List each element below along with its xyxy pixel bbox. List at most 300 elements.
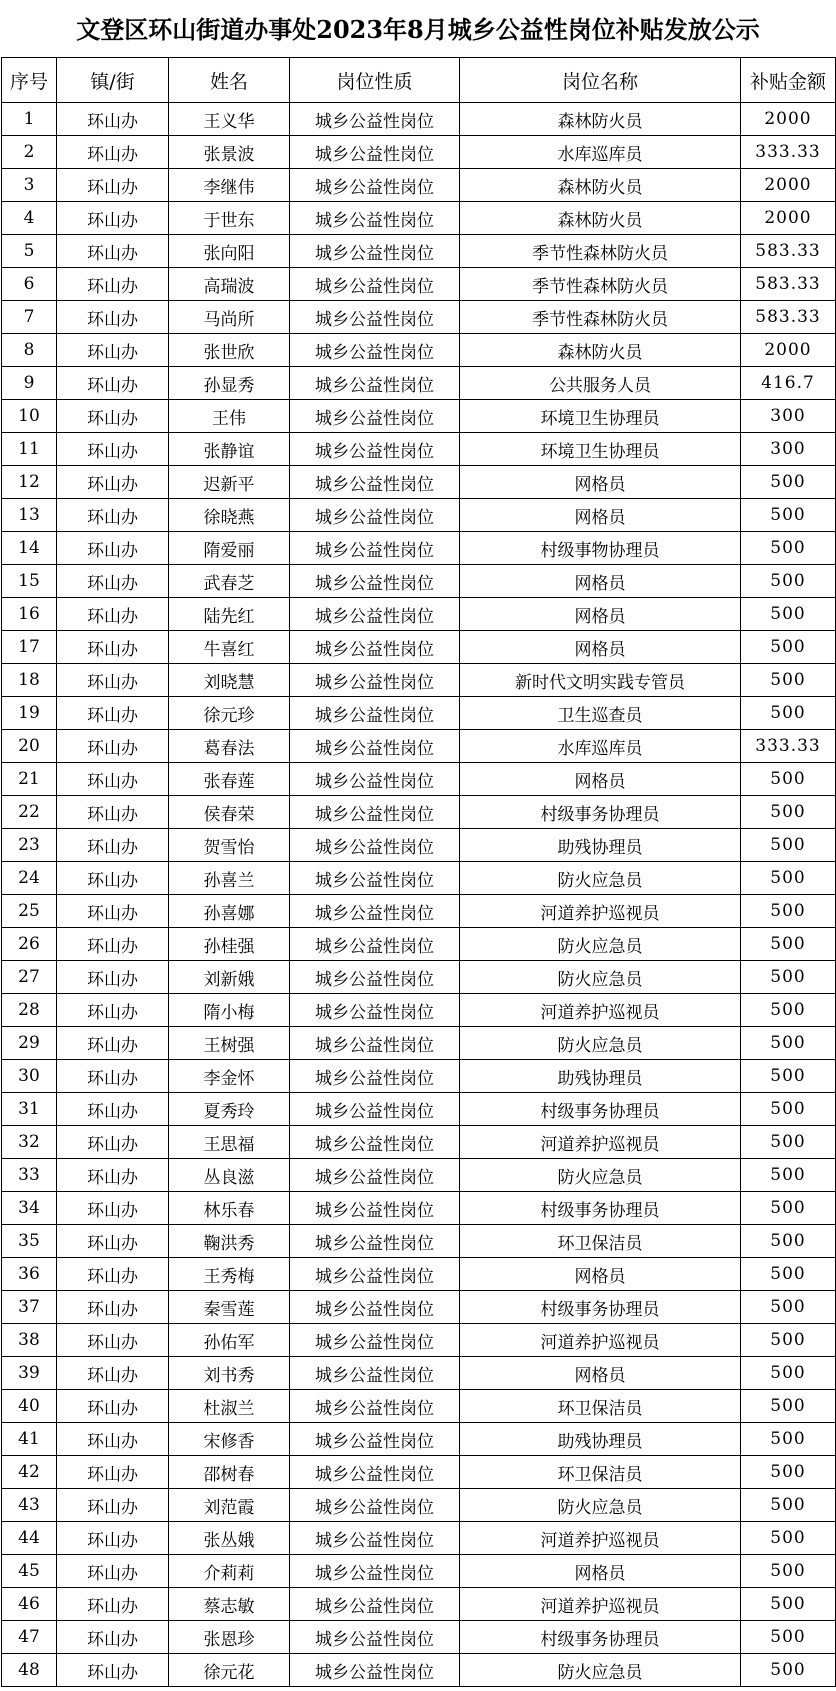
cell-amount: 500: [741, 1555, 836, 1588]
cell-post-name: 助残协理员: [460, 829, 741, 862]
cell-amount: 500: [741, 631, 836, 664]
cell-town: 环山办: [57, 1489, 169, 1522]
table-row: [2, 334, 836, 367]
table-row: [2, 1324, 836, 1357]
cell-amount: 500: [741, 697, 836, 730]
cell-name: 牛喜红: [169, 631, 290, 664]
cell-town: 环山办: [57, 1258, 169, 1291]
table-row: [2, 796, 836, 829]
table-row: [2, 136, 836, 169]
cell-index: 25: [2, 895, 57, 928]
cell-index: 10: [2, 400, 57, 433]
table-row: [2, 631, 836, 664]
cell-name: 刘晓慧: [169, 664, 290, 697]
header-amount: 补贴金额: [741, 58, 836, 103]
cell-index: 16: [2, 598, 57, 631]
cell-amount: 500: [741, 1621, 836, 1654]
cell-index: 2: [2, 136, 57, 169]
cell-town: 环山办: [57, 763, 169, 796]
cell-town: 环山办: [57, 136, 169, 169]
cell-town: 环山办: [57, 796, 169, 829]
table-row: [2, 1489, 836, 1522]
cell-amount: 2000: [741, 103, 836, 136]
table-row: [2, 433, 836, 466]
cell-town: 环山办: [57, 268, 169, 301]
cell-post-name: 季节性森林防火员: [460, 301, 741, 334]
cell-amount: 300: [741, 433, 836, 466]
cell-post-name: 水库巡库员: [460, 730, 741, 763]
table-row: [2, 1522, 836, 1555]
cell-name: 陆先红: [169, 598, 290, 631]
cell-index: 21: [2, 763, 57, 796]
cell-amount: 500: [741, 598, 836, 631]
cell-name: 刘新娥: [169, 961, 290, 994]
cell-post-type: 城乡公益性岗位: [290, 1225, 460, 1258]
cell-name: 杜淑兰: [169, 1390, 290, 1423]
cell-name: 王伟: [169, 400, 290, 433]
cell-name: 王树强: [169, 1027, 290, 1060]
cell-name: 高瑞波: [169, 268, 290, 301]
cell-town: 环山办: [57, 169, 169, 202]
cell-index: 7: [2, 301, 57, 334]
cell-post-type: 城乡公益性岗位: [290, 1357, 460, 1390]
header-post-name: 岗位名称: [460, 58, 741, 103]
cell-amount: 500: [741, 499, 836, 532]
cell-town: 环山办: [57, 697, 169, 730]
table-row: [2, 664, 836, 697]
table-row: [2, 1357, 836, 1390]
cell-amount: 500: [741, 664, 836, 697]
cell-amount: 583.33: [741, 301, 836, 334]
cell-post-type: 城乡公益性岗位: [290, 466, 460, 499]
table-row: [2, 301, 836, 334]
cell-index: 40: [2, 1390, 57, 1423]
cell-index: 15: [2, 565, 57, 598]
cell-name: 王秀梅: [169, 1258, 290, 1291]
table-row: [2, 169, 836, 202]
cell-post-type: 城乡公益性岗位: [290, 1324, 460, 1357]
cell-index: 20: [2, 730, 57, 763]
cell-post-name: 河道养护巡视员: [460, 1126, 741, 1159]
table-row: [2, 1456, 836, 1489]
cell-post-name: 森林防火员: [460, 169, 741, 202]
cell-post-type: 城乡公益性岗位: [290, 1126, 460, 1159]
cell-name: 徐元珍: [169, 697, 290, 730]
table-row: [2, 1390, 836, 1423]
cell-town: 环山办: [57, 1456, 169, 1489]
cell-post-name: 网格员: [460, 1555, 741, 1588]
cell-post-name: 环境卫生协理员: [460, 433, 741, 466]
cell-amount: 500: [741, 1324, 836, 1357]
cell-amount: 416.7: [741, 367, 836, 400]
cell-amount: 2000: [741, 169, 836, 202]
cell-amount: 500: [741, 796, 836, 829]
cell-post-name: 网格员: [460, 1258, 741, 1291]
cell-post-type: 城乡公益性岗位: [290, 433, 460, 466]
cell-post-type: 城乡公益性岗位: [290, 631, 460, 664]
cell-index: 19: [2, 697, 57, 730]
cell-post-name: 河道养护巡视员: [460, 1522, 741, 1555]
cell-amount: 500: [741, 1093, 836, 1126]
cell-index: 46: [2, 1588, 57, 1621]
cell-amount: 500: [741, 1159, 836, 1192]
cell-amount: 2000: [741, 334, 836, 367]
cell-post-type: 城乡公益性岗位: [290, 730, 460, 763]
cell-amount: 500: [741, 928, 836, 961]
cell-post-name: 助残协理员: [460, 1060, 741, 1093]
cell-post-name: 村级事务协理员: [460, 1621, 741, 1654]
cell-post-type: 城乡公益性岗位: [290, 1456, 460, 1489]
cell-name: 贺雪怡: [169, 829, 290, 862]
cell-index: 4: [2, 202, 57, 235]
cell-post-name: 防火应急员: [460, 928, 741, 961]
table-row: [2, 1588, 836, 1621]
cell-index: 30: [2, 1060, 57, 1093]
cell-amount: 500: [741, 763, 836, 796]
cell-post-type: 城乡公益性岗位: [290, 169, 460, 202]
table-row: [2, 1654, 836, 1687]
header-index: 序号: [2, 58, 57, 103]
cell-post-type: 城乡公益性岗位: [290, 1390, 460, 1423]
cell-town: 环山办: [57, 961, 169, 994]
cell-post-name: 网格员: [460, 466, 741, 499]
cell-town: 环山办: [57, 433, 169, 466]
cell-town: 环山办: [57, 664, 169, 697]
cell-post-name: 村级事务协理员: [460, 1192, 741, 1225]
cell-post-name: 村级事务协理员: [460, 796, 741, 829]
cell-amount: 500: [741, 1126, 836, 1159]
table-body: [2, 103, 836, 1687]
cell-post-type: 城乡公益性岗位: [290, 1093, 460, 1126]
cell-index: 29: [2, 1027, 57, 1060]
cell-post-name: 网格员: [460, 1357, 741, 1390]
cell-post-type: 城乡公益性岗位: [290, 862, 460, 895]
cell-town: 环山办: [57, 862, 169, 895]
cell-name: 隋爱丽: [169, 532, 290, 565]
cell-amount: 500: [741, 862, 836, 895]
cell-amount: 500: [741, 1060, 836, 1093]
cell-town: 环山办: [57, 1324, 169, 1357]
page-title: 文登区环山街道办事处2023年8月城乡公益性岗位补贴发放公示: [76, 14, 760, 44]
cell-name: 侯春荣: [169, 796, 290, 829]
cell-post-type: 城乡公益性岗位: [290, 1291, 460, 1324]
cell-name: 刘书秀: [169, 1357, 290, 1390]
cell-post-type: 城乡公益性岗位: [290, 1621, 460, 1654]
table-row: [2, 730, 836, 763]
cell-index: 12: [2, 466, 57, 499]
cell-name: 徐元花: [169, 1654, 290, 1687]
cell-post-type: 城乡公益性岗位: [290, 1489, 460, 1522]
cell-post-type: 城乡公益性岗位: [290, 1060, 460, 1093]
cell-amount: 500: [741, 1357, 836, 1390]
cell-post-name: 村级事务协理员: [460, 1093, 741, 1126]
cell-amount: 500: [741, 1192, 836, 1225]
table-row: [2, 862, 836, 895]
cell-post-type: 城乡公益性岗位: [290, 268, 460, 301]
cell-index: 5: [2, 235, 57, 268]
cell-name: 李金怀: [169, 1060, 290, 1093]
table-row: [2, 1423, 836, 1456]
table-row: [2, 268, 836, 301]
cell-town: 环山办: [57, 367, 169, 400]
cell-town: 环山办: [57, 1126, 169, 1159]
table-row: [2, 763, 836, 796]
cell-name: 于世东: [169, 202, 290, 235]
cell-index: 38: [2, 1324, 57, 1357]
table-row: [2, 235, 836, 268]
cell-post-name: 森林防火员: [460, 103, 741, 136]
cell-town: 环山办: [57, 499, 169, 532]
cell-index: 33: [2, 1159, 57, 1192]
cell-town: 环山办: [57, 1555, 169, 1588]
cell-town: 环山办: [57, 928, 169, 961]
cell-index: 13: [2, 499, 57, 532]
cell-amount: 500: [741, 1225, 836, 1258]
cell-post-type: 城乡公益性岗位: [290, 367, 460, 400]
cell-town: 环山办: [57, 598, 169, 631]
cell-town: 环山办: [57, 1159, 169, 1192]
table-row: [2, 1225, 836, 1258]
cell-town: 环山办: [57, 1357, 169, 1390]
cell-name: 葛春法: [169, 730, 290, 763]
cell-post-type: 城乡公益性岗位: [290, 1423, 460, 1456]
cell-index: 14: [2, 532, 57, 565]
cell-post-name: 环境卫生协理员: [460, 400, 741, 433]
table-row: [2, 994, 836, 1027]
cell-post-name: 防火应急员: [460, 961, 741, 994]
cell-name: 迟新平: [169, 466, 290, 499]
cell-name: 林乐春: [169, 1192, 290, 1225]
cell-index: 9: [2, 367, 57, 400]
cell-town: 环山办: [57, 895, 169, 928]
table-row: [2, 829, 836, 862]
cell-post-name: 河道养护巡视员: [460, 994, 741, 1027]
cell-amount: 500: [741, 532, 836, 565]
cell-town: 环山办: [57, 1621, 169, 1654]
cell-post-type: 城乡公益性岗位: [290, 235, 460, 268]
cell-town: 环山办: [57, 334, 169, 367]
cell-town: 环山办: [57, 301, 169, 334]
cell-post-type: 城乡公益性岗位: [290, 1159, 460, 1192]
cell-amount: 500: [741, 994, 836, 1027]
table-row: [2, 1060, 836, 1093]
cell-name: 张恩珍: [169, 1621, 290, 1654]
cell-index: 37: [2, 1291, 57, 1324]
cell-post-type: 城乡公益性岗位: [290, 334, 460, 367]
cell-amount: 500: [741, 829, 836, 862]
cell-amount: 500: [741, 466, 836, 499]
cell-town: 环山办: [57, 466, 169, 499]
cell-amount: 500: [741, 961, 836, 994]
table-row: [2, 532, 836, 565]
cell-index: 3: [2, 169, 57, 202]
cell-post-type: 城乡公益性岗位: [290, 1027, 460, 1060]
table-row: [2, 1126, 836, 1159]
cell-post-type: 城乡公益性岗位: [290, 400, 460, 433]
cell-post-type: 城乡公益性岗位: [290, 1522, 460, 1555]
cell-name: 秦雪莲: [169, 1291, 290, 1324]
cell-amount: 500: [741, 895, 836, 928]
cell-index: 34: [2, 1192, 57, 1225]
cell-name: 张世欣: [169, 334, 290, 367]
cell-index: 45: [2, 1555, 57, 1588]
cell-town: 环山办: [57, 631, 169, 664]
cell-town: 环山办: [57, 1027, 169, 1060]
cell-name: 马尚所: [169, 301, 290, 334]
cell-amount: 2000: [741, 202, 836, 235]
table-row: [2, 400, 836, 433]
cell-index: 23: [2, 829, 57, 862]
cell-post-type: 城乡公益性岗位: [290, 499, 460, 532]
cell-name: 徐晓燕: [169, 499, 290, 532]
cell-town: 环山办: [57, 103, 169, 136]
cell-post-type: 城乡公益性岗位: [290, 796, 460, 829]
cell-index: 22: [2, 796, 57, 829]
cell-amount: 583.33: [741, 268, 836, 301]
cell-name: 王思福: [169, 1126, 290, 1159]
cell-name: 孙显秀: [169, 367, 290, 400]
cell-index: 24: [2, 862, 57, 895]
cell-post-name: 季节性森林防火员: [460, 268, 741, 301]
table-row: [2, 895, 836, 928]
cell-post-type: 城乡公益性岗位: [290, 961, 460, 994]
header-name: 姓名: [169, 58, 290, 103]
cell-post-type: 城乡公益性岗位: [290, 532, 460, 565]
cell-amount: 500: [741, 1423, 836, 1456]
cell-amount: 500: [741, 1588, 836, 1621]
cell-amount: 500: [741, 1456, 836, 1489]
cell-post-name: 防火应急员: [460, 1027, 741, 1060]
cell-index: 32: [2, 1126, 57, 1159]
table-row: [2, 598, 836, 631]
cell-name: 张丛娥: [169, 1522, 290, 1555]
cell-post-name: 环卫保洁员: [460, 1456, 741, 1489]
cell-town: 环山办: [57, 1522, 169, 1555]
cell-town: 环山办: [57, 1423, 169, 1456]
cell-post-name: 河道养护巡视员: [460, 895, 741, 928]
cell-index: 47: [2, 1621, 57, 1654]
cell-post-type: 城乡公益性岗位: [290, 565, 460, 598]
table-row: [2, 1621, 836, 1654]
table-row: [2, 928, 836, 961]
cell-post-type: 城乡公益性岗位: [290, 202, 460, 235]
cell-town: 环山办: [57, 400, 169, 433]
cell-post-type: 城乡公益性岗位: [290, 829, 460, 862]
cell-amount: 500: [741, 565, 836, 598]
cell-amount: 333.33: [741, 730, 836, 763]
cell-amount: 500: [741, 1522, 836, 1555]
table-row: [2, 367, 836, 400]
cell-name: 武春芝: [169, 565, 290, 598]
cell-name: 孙喜娜: [169, 895, 290, 928]
cell-post-name: 水库巡库员: [460, 136, 741, 169]
table-row: [2, 202, 836, 235]
cell-town: 环山办: [57, 1060, 169, 1093]
cell-amount: 500: [741, 1027, 836, 1060]
table-row: [2, 499, 836, 532]
cell-town: 环山办: [57, 1588, 169, 1621]
cell-post-name: 环卫保洁员: [460, 1390, 741, 1423]
cell-name: 夏秀玲: [169, 1093, 290, 1126]
cell-index: 44: [2, 1522, 57, 1555]
table-row: [2, 1027, 836, 1060]
cell-post-name: 防火应急员: [460, 1159, 741, 1192]
cell-index: 31: [2, 1093, 57, 1126]
cell-name: 王义华: [169, 103, 290, 136]
cell-name: 孙喜兰: [169, 862, 290, 895]
cell-name: 隋小梅: [169, 994, 290, 1027]
cell-name: 孙佑军: [169, 1324, 290, 1357]
table-row: [2, 466, 836, 499]
cell-post-name: 河道养护巡视员: [460, 1324, 741, 1357]
cell-post-type: 城乡公益性岗位: [290, 1192, 460, 1225]
cell-post-name: 网格员: [460, 565, 741, 598]
cell-name: 丛良滋: [169, 1159, 290, 1192]
cell-post-type: 城乡公益性岗位: [290, 103, 460, 136]
cell-town: 环山办: [57, 532, 169, 565]
table-row: [2, 697, 836, 730]
cell-post-name: 季节性森林防火员: [460, 235, 741, 268]
header-post-type: 岗位性质: [290, 58, 460, 103]
cell-post-name: 防火应急员: [460, 862, 741, 895]
header-town: 镇/街: [57, 58, 169, 103]
table-row: [2, 565, 836, 598]
cell-post-type: 城乡公益性岗位: [290, 136, 460, 169]
cell-post-type: 城乡公益性岗位: [290, 994, 460, 1027]
cell-post-name: 公共服务人员: [460, 367, 741, 400]
cell-index: 36: [2, 1258, 57, 1291]
cell-index: 11: [2, 433, 57, 466]
table-row: [2, 103, 836, 136]
cell-post-type: 城乡公益性岗位: [290, 697, 460, 730]
cell-amount: 500: [741, 1258, 836, 1291]
cell-town: 环山办: [57, 1192, 169, 1225]
cell-town: 环山办: [57, 565, 169, 598]
cell-town: 环山办: [57, 1093, 169, 1126]
cell-post-name: 卫生巡查员: [460, 697, 741, 730]
cell-post-name: 防火应急员: [460, 1654, 741, 1687]
cell-amount: 500: [741, 1654, 836, 1687]
cell-index: 48: [2, 1654, 57, 1687]
cell-town: 环山办: [57, 235, 169, 268]
cell-post-name: 网格员: [460, 598, 741, 631]
cell-post-name: 网格员: [460, 499, 741, 532]
cell-index: 26: [2, 928, 57, 961]
cell-town: 环山办: [57, 1654, 169, 1687]
cell-name: 张春莲: [169, 763, 290, 796]
cell-post-type: 城乡公益性岗位: [290, 301, 460, 334]
cell-name: 张景波: [169, 136, 290, 169]
cell-amount: 500: [741, 1489, 836, 1522]
cell-amount: 500: [741, 1291, 836, 1324]
cell-post-name: 环卫保洁员: [460, 1225, 741, 1258]
cell-post-name: 村级事物协理员: [460, 532, 741, 565]
cell-post-type: 城乡公益性岗位: [290, 1654, 460, 1687]
cell-post-name: 森林防火员: [460, 202, 741, 235]
cell-index: 41: [2, 1423, 57, 1456]
cell-post-type: 城乡公益性岗位: [290, 1258, 460, 1291]
cell-name: 蔡志敏: [169, 1588, 290, 1621]
cell-index: 27: [2, 961, 57, 994]
cell-post-type: 城乡公益性岗位: [290, 895, 460, 928]
table-row: [2, 961, 836, 994]
cell-town: 环山办: [57, 1390, 169, 1423]
cell-name: 宋修香: [169, 1423, 290, 1456]
table-header-row: [2, 58, 836, 103]
cell-post-name: 网格员: [460, 763, 741, 796]
cell-post-name: 河道养护巡视员: [460, 1588, 741, 1621]
cell-post-type: 城乡公益性岗位: [290, 598, 460, 631]
